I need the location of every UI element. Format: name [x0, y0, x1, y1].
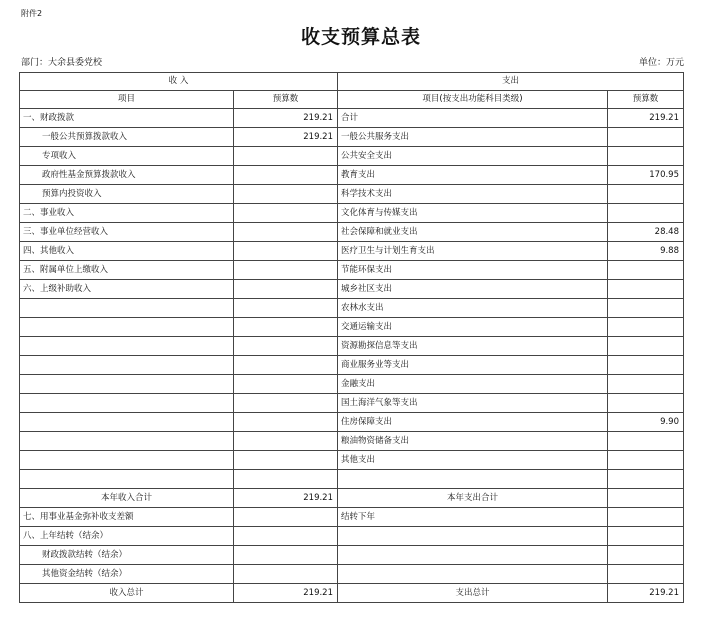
income-item-cell: 预算内投资收入 — [20, 185, 234, 204]
table-row — [20, 413, 684, 432]
expense-item-cell: 教育支出 — [338, 166, 608, 185]
expense-value-cell — [608, 470, 684, 489]
expense-value-cell — [608, 204, 684, 223]
expense-item-cell: 住房保障支出 — [338, 413, 608, 432]
table-row — [20, 546, 684, 565]
expense-value-cell: 219.21 — [608, 584, 684, 603]
group-header-row — [20, 73, 684, 91]
column-header-row — [20, 91, 684, 109]
income-group-header: 收 入 — [20, 73, 338, 91]
income-item-cell: 八、上年结转（结余） — [20, 527, 234, 546]
expense-value-cell: 28.48 — [608, 223, 684, 242]
table-row — [20, 337, 684, 356]
expense-value-cell — [608, 318, 684, 337]
expense-item-cell: 一般公共服务支出 — [338, 128, 608, 147]
income-item-cell: 政府性基金预算拨款收入 — [20, 166, 234, 185]
expense-item-cell: 商业服务业等支出 — [338, 356, 608, 375]
income-value-cell — [234, 375, 338, 394]
expense-item-cell: 科学技术支出 — [338, 185, 608, 204]
table-row — [20, 147, 684, 166]
income-item-cell: 四、其他收入 — [20, 242, 234, 261]
table-row — [20, 166, 684, 185]
income-item-cell: 五、附属单位上缴收入 — [20, 261, 234, 280]
table-row — [20, 299, 684, 318]
income-value-cell — [234, 546, 338, 565]
expense-value-cell — [608, 489, 684, 508]
table-row — [20, 128, 684, 147]
expense-item-cell: 交通运输支出 — [338, 318, 608, 337]
income-value-cell — [234, 451, 338, 470]
expense-item-cell: 城乡社区支出 — [338, 280, 608, 299]
income-item-cell — [20, 356, 234, 375]
income-item-cell: 专项收入 — [20, 147, 234, 166]
unit-label: 单位：万元 — [638, 58, 684, 68]
income-value-cell — [234, 166, 338, 185]
income-value-cell — [234, 337, 338, 356]
expense-item-cell: 农林水支出 — [338, 299, 608, 318]
income-value-cell — [234, 261, 338, 280]
income-value-cell — [234, 565, 338, 584]
expense-item-cell: 社会保障和就业支出 — [338, 223, 608, 242]
expense-value-cell: 219.21 — [608, 109, 684, 128]
income-item-cell: 财政拨款结转（结余） — [20, 546, 234, 565]
expense-value-cell — [608, 527, 684, 546]
expense-item-cell — [338, 527, 608, 546]
expense-value-cell — [608, 261, 684, 280]
table-row — [20, 356, 684, 375]
expense-value-cell — [608, 147, 684, 166]
income-value-cell — [234, 394, 338, 413]
budget-table — [19, 72, 684, 603]
table-row — [20, 508, 684, 527]
table-row — [20, 451, 684, 470]
table-row — [20, 280, 684, 299]
table-row — [20, 261, 684, 280]
table-row — [20, 489, 684, 508]
expense-value-cell — [608, 546, 684, 565]
table-row — [20, 470, 684, 489]
income-value-cell — [234, 508, 338, 527]
expense-group-header: 支出 — [338, 73, 684, 91]
income-item-cell: 七、用事业基金弥补收支差额 — [20, 508, 234, 527]
expense-value-cell — [608, 356, 684, 375]
income-value-cell — [234, 223, 338, 242]
income-value-cell — [234, 470, 338, 489]
expense-value-cell — [608, 128, 684, 147]
income-value-cell: 219.21 — [234, 109, 338, 128]
expense-item-cell — [338, 565, 608, 584]
income-item-cell: 其他资金结转（结余） — [20, 565, 234, 584]
income-item-cell: 六、上级补助收入 — [20, 280, 234, 299]
income-item-cell — [20, 375, 234, 394]
expense-item-cell — [338, 546, 608, 565]
income-item-cell — [20, 394, 234, 413]
expense-item-cell: 结转下年 — [338, 508, 608, 527]
expense-value-cell — [608, 565, 684, 584]
expense-item-cell: 国土海洋气象等支出 — [338, 394, 608, 413]
income-value-cell — [234, 185, 338, 204]
income-value-cell — [234, 413, 338, 432]
income-value-cell — [234, 318, 338, 337]
expense-value-cell — [608, 451, 684, 470]
table-row — [20, 242, 684, 261]
expense-value-cell — [608, 508, 684, 527]
budget-table-body — [20, 73, 684, 603]
income-item-cell — [20, 413, 234, 432]
expense-budget-header: 预算数 — [608, 91, 684, 109]
table-row — [20, 204, 684, 223]
income-value-cell — [234, 299, 338, 318]
table-row — [20, 565, 684, 584]
expense-value-cell: 9.90 — [608, 413, 684, 432]
income-value-cell — [234, 356, 338, 375]
expense-item-cell: 支出总计 — [338, 584, 608, 603]
expense-item-cell: 公共安全支出 — [338, 147, 608, 166]
expense-item-cell: 节能环保支出 — [338, 261, 608, 280]
department-label: 部门：大余县委党校 — [21, 58, 103, 68]
table-row — [20, 109, 684, 128]
income-value-cell — [234, 242, 338, 261]
income-value-cell — [234, 280, 338, 299]
income-item-cell: 一、财政拨款 — [20, 109, 234, 128]
income-value-cell — [234, 147, 338, 166]
income-budget-header: 预算数 — [234, 91, 338, 109]
income-item-cell — [20, 432, 234, 451]
expense-item-cell: 资源勘探信息等支出 — [338, 337, 608, 356]
expense-item-header: 项目(按支出功能科目类级) — [338, 91, 608, 109]
page-title: 收支预算总表 — [300, 26, 421, 48]
expense-value-cell — [608, 432, 684, 451]
expense-value-cell — [608, 299, 684, 318]
income-item-cell: 收入总计 — [20, 584, 234, 603]
table-row — [20, 223, 684, 242]
table-row — [20, 185, 684, 204]
table-row — [20, 584, 684, 603]
expense-value-cell — [608, 280, 684, 299]
income-item-cell: 二、事业收入 — [20, 204, 234, 223]
income-value-cell: 219.21 — [234, 489, 338, 508]
income-value-cell: 219.21 — [234, 584, 338, 603]
attachment-label: 附件2 — [21, 9, 43, 18]
expense-value-cell: 170.95 — [608, 166, 684, 185]
table-row — [20, 375, 684, 394]
expense-value-cell — [608, 375, 684, 394]
expense-item-cell: 粮油物资储备支出 — [338, 432, 608, 451]
expense-item-cell: 医疗卫生与计划生育支出 — [338, 242, 608, 261]
income-item-cell — [20, 451, 234, 470]
income-value-cell: 219.21 — [234, 128, 338, 147]
expense-item-cell: 本年支出合计 — [338, 489, 608, 508]
income-item-cell — [20, 470, 234, 489]
table-row — [20, 527, 684, 546]
income-item-cell: 三、事业单位经营收入 — [20, 223, 234, 242]
income-item-cell: 一般公共预算拨款收入 — [20, 128, 234, 147]
income-item-cell — [20, 337, 234, 356]
expense-item-cell: 文化体育与传媒支出 — [338, 204, 608, 223]
income-item-cell: 本年收入合计 — [20, 489, 234, 508]
expense-item-cell — [338, 470, 608, 489]
expense-item-cell: 金融支出 — [338, 375, 608, 394]
expense-value-cell — [608, 337, 684, 356]
expense-value-cell: 9.88 — [608, 242, 684, 261]
table-row — [20, 432, 684, 451]
expense-value-cell — [608, 185, 684, 204]
expense-value-cell — [608, 394, 684, 413]
income-value-cell — [234, 432, 338, 451]
income-item-cell — [20, 299, 234, 318]
income-item-cell — [20, 318, 234, 337]
expense-item-cell: 其他支出 — [338, 451, 608, 470]
income-item-header: 项目 — [20, 91, 234, 109]
table-row — [20, 318, 684, 337]
income-value-cell — [234, 527, 338, 546]
expense-item-cell: 合计 — [338, 109, 608, 128]
table-row — [20, 394, 684, 413]
income-value-cell — [234, 204, 338, 223]
